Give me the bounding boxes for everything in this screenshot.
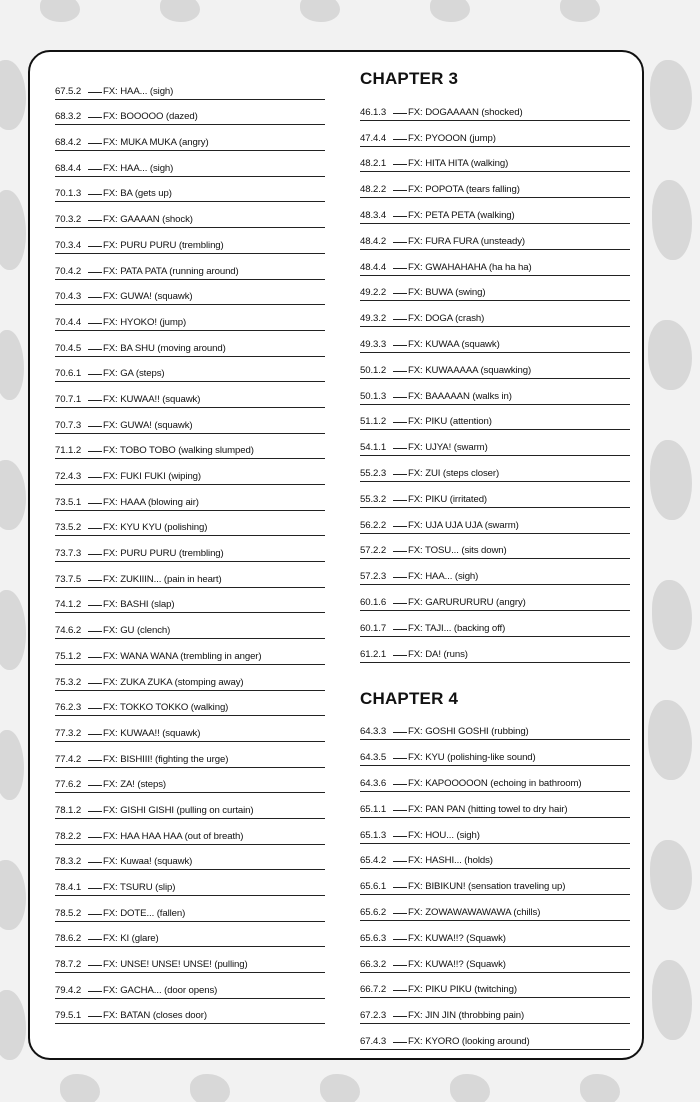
- page-panel-number: 48.3.4: [360, 209, 387, 221]
- fx-entry: [55, 944, 325, 970]
- fx-translation: FX: TOKKO TOKKO (walking): [103, 702, 229, 714]
- page-panel-number: 49.3.3: [360, 338, 387, 350]
- leader-dash: [393, 990, 407, 991]
- page-panel-number: 74.6.2: [55, 625, 82, 637]
- fx-entry: [360, 324, 630, 350]
- page-panel-number: 70.1.3: [55, 188, 82, 200]
- fx-translation: FX: WANA WANA (trembling in anger): [103, 650, 262, 662]
- page-panel-number: 64.3.5: [360, 752, 387, 764]
- fx-translation: FX: ZA! (steps): [103, 779, 167, 791]
- leader-dash: [88, 1016, 102, 1017]
- fx-translation: FX: GOSHI GOSHI (rubbing): [408, 726, 529, 738]
- fx-entry: [55, 919, 325, 945]
- fx-entry: [360, 634, 630, 660]
- fx-entry: [360, 273, 630, 299]
- leader-dash: [393, 629, 407, 630]
- leader-dash: [88, 246, 102, 247]
- leader-dash: [88, 605, 102, 606]
- page-panel-number: 78.7.2: [55, 959, 82, 971]
- page-panel-number: 49.2.2: [360, 287, 387, 299]
- leader-dash: [393, 810, 407, 811]
- leader-dash: [393, 345, 407, 346]
- leader-dash: [88, 734, 102, 735]
- leader-dash: [88, 965, 102, 966]
- leader-dash: [88, 400, 102, 401]
- fx-translation: FX: GISHI GISHI (pulling on curtain): [103, 804, 254, 816]
- fx-entry: [55, 508, 325, 534]
- page-panel-number: 70.3.2: [55, 214, 82, 226]
- leader-dash: [393, 113, 407, 114]
- fx-entry: [360, 402, 630, 428]
- fx-translation: FX: PYOOON (jump): [408, 132, 496, 144]
- leader-dash: [88, 631, 102, 632]
- leader-dash: [393, 242, 407, 243]
- page-panel-number: 68.4.2: [55, 137, 82, 149]
- fx-entry: [360, 376, 630, 402]
- page-panel-number: 68.4.4: [55, 162, 82, 174]
- fx-entry: [360, 582, 630, 608]
- leader-dash: [393, 758, 407, 759]
- leader-dash: [393, 216, 407, 217]
- fx-entry: [55, 662, 325, 688]
- fx-translation: FX: BUWA (swing): [408, 287, 486, 299]
- page-panel-number: 50.1.3: [360, 390, 387, 402]
- page-panel-number: 65.6.2: [360, 906, 387, 918]
- page-panel-number: 65.6.1: [360, 881, 387, 893]
- leader-dash: [393, 139, 407, 140]
- page-panel-number: 73.7.5: [55, 573, 82, 585]
- fx-entry: [55, 251, 325, 277]
- page-panel-number: 70.4.5: [55, 342, 82, 354]
- fx-entry: [360, 944, 630, 970]
- page-panel-number: 46.1.3: [360, 106, 387, 118]
- leader-dash: [88, 143, 102, 144]
- page-panel-number: 75.3.2: [55, 676, 82, 688]
- page-panel-number: 77.3.2: [55, 727, 82, 739]
- fx-translation: FX: HAA HAA HAA (out of breath): [103, 830, 244, 842]
- leader-dash: [393, 500, 407, 501]
- page-panel-number: 54.1.1: [360, 442, 387, 454]
- fx-entry: [55, 482, 325, 508]
- fx-entry: [55, 354, 325, 380]
- leader-dash: [88, 554, 102, 555]
- leader-dash: [393, 1016, 407, 1017]
- fx-entry: [55, 302, 325, 328]
- page-panel-number: 79.5.1: [55, 1010, 82, 1022]
- fx-entry: [55, 636, 325, 662]
- leader-dash: [88, 888, 102, 889]
- fx-translation: FX: GU (clench): [103, 625, 171, 637]
- fx-entry: [360, 608, 630, 634]
- leader-dash: [88, 92, 102, 93]
- fx-entry: [360, 144, 630, 170]
- leader-dash: [393, 319, 407, 320]
- fx-entry: [360, 531, 630, 557]
- page-panel-number: 55.2.3: [360, 467, 387, 479]
- leader-dash: [393, 939, 407, 940]
- fx-entry: [360, 247, 630, 273]
- fx-translation: FX: TOSU... (sits down): [408, 545, 507, 557]
- page-panel-number: 78.6.2: [55, 933, 82, 945]
- fx-entry: [55, 790, 325, 816]
- fx-entry: [360, 556, 630, 582]
- page-panel-number: 73.5.2: [55, 522, 82, 534]
- leader-dash: [393, 655, 407, 656]
- page-panel-number: 55.3.2: [360, 493, 387, 505]
- page-panel-number: 73.5.1: [55, 496, 82, 508]
- page-panel-number: 78.4.1: [55, 882, 82, 893]
- fx-entry: [360, 479, 630, 505]
- page-panel-number: 77.6.2: [55, 779, 82, 791]
- page-panel-number: 65.1.3: [360, 829, 387, 841]
- fx-translation: FX: BAAAAAN (walks in): [408, 390, 512, 402]
- fx-translation: FX: PURU PURU (trembling): [103, 239, 224, 251]
- fx-translation: FX: GUWA! (squawk): [103, 291, 193, 303]
- page-panel-number: 78.5.2: [55, 907, 82, 919]
- fx-translation: FX: KUWA!!? (Squawk): [408, 932, 506, 944]
- page-panel-number: 70.4.2: [55, 265, 82, 277]
- page-panel-number: 78.1.2: [55, 804, 82, 816]
- page-panel-number: 64.3.3: [360, 726, 387, 738]
- fx-entry: [360, 712, 630, 738]
- fx-translation: FX: KUWA!!? (Squawk): [408, 958, 506, 970]
- leader-dash: [88, 528, 102, 529]
- fx-entry: [55, 277, 325, 303]
- leader-dash: [393, 448, 407, 449]
- leader-dash: [88, 785, 102, 786]
- leader-dash: [393, 836, 407, 837]
- fx-entry: [55, 97, 325, 123]
- fx-translation: FX: KUWAA!! (squawk): [103, 393, 201, 405]
- fx-translation: FX: KUWAA!! (squawk): [103, 727, 201, 739]
- leader-dash: [88, 169, 102, 170]
- leader-dash: [88, 297, 102, 298]
- page-panel-number: 70.7.3: [55, 419, 82, 431]
- fx-translation: FX: PIKU PIKU (twitching): [408, 984, 517, 996]
- leader-dash: [393, 164, 407, 165]
- fx-translation: FX: ZUKA ZUKA (stomping away): [103, 676, 244, 688]
- fx-entry: [55, 431, 325, 457]
- fx-entry: [360, 918, 630, 944]
- page-panel-number: 48.2.1: [360, 158, 387, 170]
- page-panel-number: 71.1.2: [55, 445, 82, 457]
- leader-dash: [393, 551, 407, 552]
- page-panel-number: 67.4.3: [360, 1035, 387, 1047]
- fx-entry: [360, 1021, 630, 1047]
- fx-entry: [55, 199, 325, 225]
- fx-translation: FX: GARURURURU (angry): [408, 596, 526, 608]
- fx-translation: FX: KYU (polishing-like sound): [408, 752, 536, 764]
- fx-translation: FX: TOBO TOBO (walking slumped): [103, 445, 254, 457]
- page-panel-number: 60.1.7: [360, 622, 387, 634]
- page-panel-number: 57.2.2: [360, 545, 387, 557]
- fx-translation: FX: TSURU (slip): [103, 882, 176, 893]
- fx-translation: FX: PIKU (irritated): [408, 493, 488, 505]
- fx-translation: FX: GACHA... (door opens): [103, 984, 218, 996]
- fx-translation: FX: HITA HITA (walking): [408, 158, 509, 170]
- fx-entry: [55, 610, 325, 636]
- leader-dash: [393, 603, 407, 604]
- page-panel-number: 48.4.2: [360, 235, 387, 247]
- page-panel-number: 65.6.3: [360, 932, 387, 944]
- leader-dash: [88, 374, 102, 375]
- page-panel-number: 78.2.2: [55, 830, 82, 842]
- leader-dash: [88, 760, 102, 761]
- fx-translation: FX: BISHIII! (fighting the urge): [103, 753, 229, 765]
- fx-entry: [55, 765, 325, 791]
- fx-translation: FX: BA SHU (moving around): [103, 342, 226, 354]
- fx-entry: [55, 739, 325, 765]
- page-panel-number: 65.4.2: [360, 855, 387, 867]
- page-panel-number: 77.4.2: [55, 753, 82, 765]
- chapter-4-list: [360, 712, 630, 1047]
- page-panel-number: 70.3.4: [55, 239, 82, 251]
- page-panel-number: 73.7.3: [55, 548, 82, 560]
- fx-translation: FX: HAA... (sigh): [103, 162, 174, 174]
- page-panel-number: 72.4.3: [55, 471, 82, 482]
- leader-dash: [88, 837, 102, 838]
- fx-entry: [360, 789, 630, 815]
- fx-translation: FX: HASHI... (holds): [408, 855, 493, 867]
- fx-translation: FX: GWAHAHAHA (ha ha ha): [408, 261, 532, 273]
- leader-dash: [393, 732, 407, 733]
- page-panel-number: 70.7.1: [55, 393, 82, 405]
- fx-translation: FX: ZOWAWAWAWAWA (chills): [408, 906, 541, 918]
- fx-entry: [55, 122, 325, 148]
- fx-translation: FX: GA (steps): [103, 368, 165, 380]
- leader-dash: [393, 965, 407, 966]
- fx-translation: FX: MUKA MUKA (angry): [103, 137, 209, 149]
- page-panel-number: 47.4.4: [360, 132, 387, 144]
- page-panel-number: 49.3.2: [360, 313, 387, 325]
- fx-translation: FX: ZUI (steps closer): [408, 467, 500, 479]
- fx-entry: [55, 148, 325, 174]
- leader-dash: [88, 194, 102, 195]
- leader-dash: [88, 349, 102, 350]
- fx-translation: FX: BA (gets up): [103, 188, 172, 200]
- fx-translation: FX: BIBIKUN! (sensation traveling up): [408, 881, 566, 893]
- fx-translation: FX: HAA... (sigh): [408, 571, 479, 583]
- leader-dash: [88, 451, 102, 452]
- page-panel-number: 75.1.2: [55, 650, 82, 662]
- page-panel-number: 50.1.2: [360, 364, 387, 376]
- fx-translation: FX: GUWA! (squawk): [103, 419, 193, 431]
- leader-dash: [88, 939, 102, 940]
- leader-dash: [88, 580, 102, 581]
- leader-dash: [88, 503, 102, 504]
- fx-entry: [55, 842, 325, 868]
- fx-translation: FX: DOTE... (fallen): [103, 907, 186, 919]
- fx-translation: FX: PURU PURU (trembling): [103, 548, 224, 560]
- fx-translation: FX: POPOTA (tears falling): [408, 184, 520, 196]
- chapter-3-list: [360, 92, 630, 660]
- page-panel-number: 60.1.6: [360, 596, 387, 608]
- page-panel-number: 79.4.2: [55, 984, 82, 996]
- page-panel-number: 66.3.2: [360, 958, 387, 970]
- leader-dash: [393, 474, 407, 475]
- leader-dash: [393, 190, 407, 191]
- fx-entry: [360, 350, 630, 376]
- page-panel-number: 64.3.6: [360, 777, 387, 789]
- page-panel-number: 56.2.2: [360, 519, 387, 531]
- fx-translation: FX: DOGAAAAN (shocked): [408, 106, 523, 118]
- page-panel-number: 61.2.1: [360, 648, 387, 660]
- page-panel-number: 51.1.2: [360, 416, 387, 428]
- leader-dash: [88, 683, 102, 684]
- leader-dash: [393, 913, 407, 914]
- page-panel-number: 76.2.3: [55, 702, 82, 714]
- fx-entry: [55, 533, 325, 559]
- leader-dash: [88, 272, 102, 273]
- fx-translation: FX: ZUKIIIN... (pain in heart): [103, 573, 222, 585]
- fx-entry: [55, 559, 325, 585]
- leader-dash: [88, 220, 102, 221]
- page-panel-number: 70.4.4: [55, 316, 82, 328]
- fx-translation: FX: BATAN (closes door): [103, 1010, 207, 1022]
- fx-translation: FX: KUWAAAAA (squawking): [408, 364, 532, 376]
- fx-entry: [360, 815, 630, 841]
- leader-dash: [393, 577, 407, 578]
- fx-entry: [55, 456, 325, 482]
- leader-dash: [88, 323, 102, 324]
- fx-entry: [360, 169, 630, 195]
- page-panel-number: 78.3.2: [55, 856, 82, 868]
- leader-dash: [393, 397, 407, 398]
- fx-translation: FX: TAJI... (backing off): [408, 622, 506, 634]
- fx-translation: FX: PIKU (attention): [408, 416, 492, 428]
- fx-translation: FX: PETA PETA (walking): [408, 209, 515, 221]
- fx-translation: FX: KAPOOOOON (echoing in bathroom): [408, 777, 582, 789]
- page-panel-number: 57.2.3: [360, 571, 387, 583]
- fx-entry: [360, 453, 630, 479]
- leader-dash: [393, 861, 407, 862]
- chapter-4-heading: CHAPTER 4: [360, 688, 459, 708]
- fx-entry: [360, 221, 630, 247]
- fx-entry: [360, 995, 630, 1021]
- fx-entry: [360, 866, 630, 892]
- fx-translation: FX: HAAA (blowing air): [103, 496, 199, 508]
- fx-translation: FX: BOOOOO (dazed): [103, 111, 198, 123]
- fx-translation: FX: UJA UJA UJA (swarm): [408, 519, 519, 531]
- leader-dash: [393, 784, 407, 785]
- leader-dash: [88, 426, 102, 427]
- chapter-3-heading: CHAPTER 3: [360, 69, 459, 88]
- page-panel-number: 70.6.1: [55, 368, 82, 380]
- page-panel-number: 48.4.4: [360, 261, 387, 273]
- fx-entry: [55, 405, 325, 431]
- fx-entry: [55, 816, 325, 842]
- fx-translation: FX: FURA FURA (unsteady): [408, 235, 526, 247]
- fx-entry: [55, 713, 325, 739]
- leader-dash: [393, 422, 407, 423]
- fx-translation: FX: HYOKO! (jump): [103, 316, 187, 328]
- fx-translation: FX: KI (glare): [103, 933, 159, 945]
- fx-translation: FX: DOGA (crash): [408, 313, 485, 325]
- fx-entry: [55, 867, 325, 893]
- fx-translation: FX: JIN JIN (throbbing pain): [408, 1010, 525, 1022]
- fx-entry: [360, 427, 630, 453]
- fx-entry: [360, 763, 630, 789]
- fx-entry: [55, 379, 325, 405]
- fx-entry: [55, 328, 325, 354]
- leader-dash: [88, 811, 102, 812]
- fx-translation: FX: KUWAA (squawk): [408, 338, 500, 350]
- fx-translation: FX: PAN PAN (hitting towel to dry hair): [408, 803, 568, 815]
- page-panel-number: 70.4.3: [55, 291, 82, 303]
- fx-translation: FX: PATA PATA (running around): [103, 265, 239, 277]
- fx-translation: FX: FUKI FUKI (wiping): [103, 471, 202, 482]
- page-panel-number: 74.1.2: [55, 599, 82, 611]
- fx-translation: FX: HOU... (sigh): [408, 829, 480, 841]
- leader-dash: [393, 1042, 407, 1043]
- left-column: [55, 71, 325, 1021]
- fx-entry: [55, 225, 325, 251]
- fx-entry: [55, 71, 325, 97]
- leader-dash: [88, 117, 102, 118]
- page-panel-number: 68.3.2: [55, 111, 82, 123]
- fx-entry: [55, 688, 325, 714]
- leader-dash: [88, 657, 102, 658]
- fx-entry: [360, 505, 630, 531]
- leader-dash: [88, 991, 102, 992]
- fx-translation: FX: DA! (runs): [408, 648, 468, 660]
- fx-entry: [360, 298, 630, 324]
- leader-dash: [88, 862, 102, 863]
- fx-entry: [55, 970, 325, 996]
- fx-translation: FX: GAAAAN (shock): [103, 214, 193, 226]
- leader-dash: [393, 526, 407, 527]
- leader-dash: [88, 477, 102, 478]
- fx-entry: [55, 893, 325, 919]
- leader-dash: [393, 293, 407, 294]
- fx-entry: [360, 970, 630, 996]
- fx-entry: [360, 737, 630, 763]
- fx-entry: [55, 174, 325, 200]
- leader-dash: [393, 887, 407, 888]
- fx-translation: FX: UNSE! UNSE! UNSE! (pulling): [103, 959, 248, 971]
- fx-translation: FX: Kuwaa! (squawk): [103, 856, 193, 868]
- fx-translation: FX: BASHI (slap): [103, 599, 175, 611]
- fx-translation: FX: KYU KYU (polishing): [103, 522, 208, 534]
- fx-entry: [360, 892, 630, 918]
- fx-entry: [360, 92, 630, 118]
- page-panel-number: 65.1.1: [360, 803, 387, 815]
- page-panel-number: 67.2.3: [360, 1010, 387, 1022]
- fx-translation: FX: KYORO (looking around): [408, 1035, 530, 1047]
- page-panel-number: 48.2.2: [360, 184, 387, 196]
- fx-translation: FX: UJYA! (swarm): [408, 442, 488, 454]
- leader-dash: [393, 268, 407, 269]
- fx-entry: [55, 585, 325, 611]
- fx-entry: [360, 118, 630, 144]
- right-column: [360, 66, 630, 1047]
- leader-dash: [393, 371, 407, 372]
- page-panel-number: 66.7.2: [360, 984, 387, 996]
- leader-dash: [88, 708, 102, 709]
- sound-effects-panel: [28, 50, 644, 1060]
- leader-dash: [88, 914, 102, 915]
- fx-entry: [360, 195, 630, 221]
- fx-entry: [360, 841, 630, 867]
- fx-translation: FX: HAA... (sigh): [103, 85, 174, 97]
- page-panel-number: 67.5.2: [55, 85, 82, 97]
- fx-entry: [55, 996, 325, 1022]
